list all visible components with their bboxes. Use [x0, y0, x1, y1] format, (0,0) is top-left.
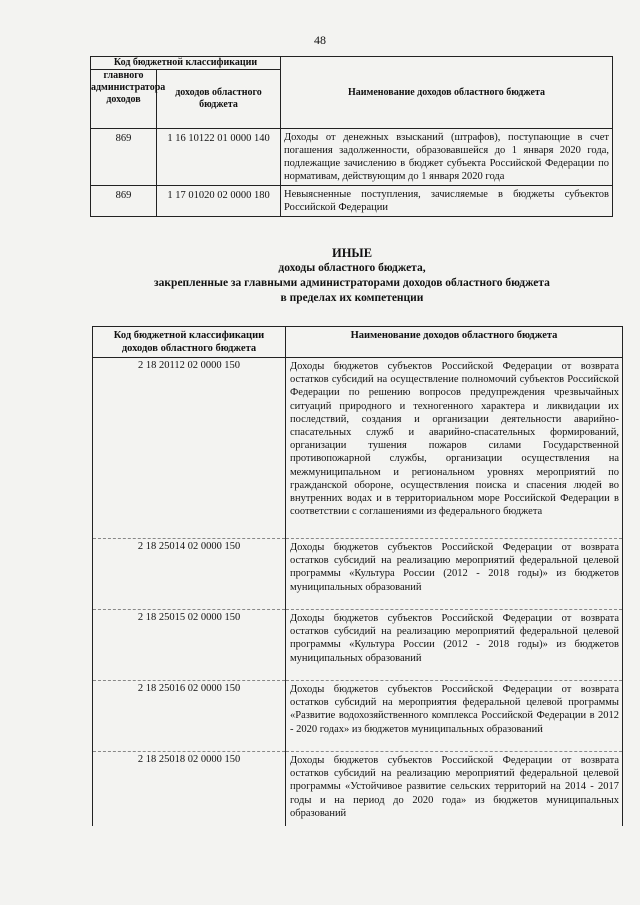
table-row — [93, 681, 623, 752]
table-row — [93, 610, 623, 681]
table-row — [91, 129, 613, 186]
income-name-cell: Доходы бюджетов субъектов Российской Федерации от возврата остатков субсидий на мероприятия федеральной целевой программы «Развитие водохозяйственного комплекса Российской Федерации в 2012 - 2020 годах» из бюджетов муниципальных образований — [286, 681, 623, 752]
admin-income-table — [90, 56, 613, 217]
admin-code-cell: 869 — [91, 186, 157, 217]
section-heading — [92, 246, 612, 306]
table-row — [93, 358, 623, 539]
income-name-cell: Доходы бюджетов субъектов Российской Федерации от возврата остатков субсидий на реализацию мероприятий федеральной целевой программы «Культура России (2012 - 2018 годы)» из бюджетов муниципальных образований — [286, 539, 623, 610]
income-name-cell: Доходы бюджетов субъектов Российской Федерации от возврата остатков субсидий на осуществление полномочий субъектов Российской Федерации по решению вопросов предупреждения чрезвычайных ситуаций природного и техногенного характера и ликвидации их последствий, создания и организации деятельности аварийно-спасательных служб и аварийно-спасательных формирований, организации тушения пожаров силами Государственной противопожарной службы, организации осуществления на межмуниципальном и региональном уровнях мероприятий по гражданской обороне, осуществления поиска и спасения людей во внутренних водах и в территориальном море Российской Федерации в соответствии с соглашениями из федерального бюджета — [286, 358, 623, 539]
header-income-code: Код бюджетной классификации доходов областного бюджета — [93, 327, 286, 358]
income-code-cell: 1 17 01020 02 0000 180 — [157, 186, 281, 217]
income-code-cell: 2 18 25018 02 0000 150 — [93, 752, 286, 827]
income-code-cell: 1 16 10122 01 0000 140 — [157, 129, 281, 186]
income-code-cell: 2 18 20112 02 0000 150 — [93, 358, 286, 539]
header-classification-code: Код бюджетной классификации — [91, 57, 281, 70]
page-number: 48 — [314, 33, 326, 47]
income-name-cell: Доходы от денежных взысканий (штрафов), поступающие в счет погашения задолженности, образовавшейся до 1 января 2020 года, подлежащие зачислению в бюджет субъекта Российской Федерации по нормативам, действующим до 1 января 2020 года — [281, 129, 613, 186]
admin-code-cell: 869 — [91, 129, 157, 186]
income-code-cell: 2 18 25014 02 0000 150 — [93, 539, 286, 610]
income-code-cell: 2 18 25016 02 0000 150 — [93, 681, 286, 752]
income-name-cell: Доходы бюджетов субъектов Российской Федерации от возврата остатков субсидий на реализацию мероприятий федеральной целевой программы «Устойчивое развитие сельских территорий на 2014 - 2017 годы и на период до 2020 года» из бюджетов муниципальных образований — [286, 752, 623, 827]
income-code-cell: 2 18 25015 02 0000 150 — [93, 610, 286, 681]
header-income-code: доходов областного бюджета — [157, 70, 281, 129]
section-subtitle: в пределах их компетенции — [280, 292, 424, 304]
income-name-cell: Доходы бюджетов субъектов Российской Федерации от возврата остатков субсидий на реализацию мероприятий федеральной целевой программы «Культура России (2012 - 2018 годы)» из бюджетов муниципальных образований — [286, 610, 623, 681]
table-row — [93, 539, 623, 610]
header-income-name: Наименование доходов областного бюджета — [281, 57, 613, 129]
table-row — [91, 186, 613, 217]
section-subtitle: закрепленные за главными администраторами доходов областного бюджета — [154, 277, 550, 289]
section-title: ИНЫЕ — [331, 246, 373, 260]
income-name-cell: Невыясненные поступления, зачисляемые в бюджеты субъектов Российской Федерации — [281, 186, 613, 217]
header-income-name: Наименование доходов областного бюджета — [286, 327, 623, 358]
other-income-table — [92, 326, 623, 826]
section-subtitle: доходы областного бюджета, — [278, 262, 426, 274]
table-row — [93, 752, 623, 827]
header-main-admin: главного администратора доходов — [91, 70, 157, 129]
